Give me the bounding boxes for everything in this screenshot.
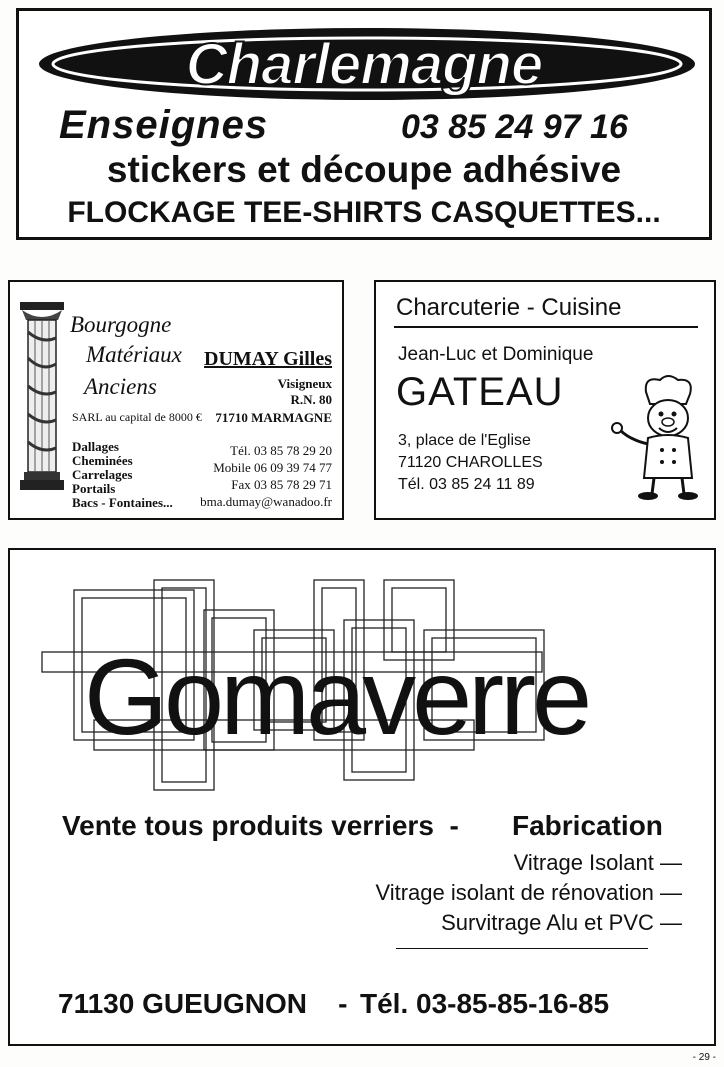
chef-mascot-icon (604, 374, 714, 504)
company-word-2: Matériaux (86, 342, 182, 367)
charlemagne-subtitle: Enseignes (59, 103, 269, 147)
address-line: 71710 MARMAGNE (215, 410, 332, 425)
address-line: 3, place de l'Eglise (398, 432, 531, 449)
charlemagne-line-2: FLOCKAGE TEE-SHIRTS CASQUETTES... (67, 196, 661, 229)
business-type: Charcuterie - Cuisine (396, 294, 622, 321)
list-item: Bacs - Fontaines... (72, 495, 173, 510)
gomaverre-city (58, 988, 347, 1020)
city-text: 71130 GUEUGNON (58, 988, 307, 1019)
contact-list (200, 442, 332, 510)
mobile-number: Mobile 06 09 39 74 77 (213, 460, 332, 475)
address-line: R.N. 80 (290, 392, 332, 407)
ad-gomaverre (8, 548, 716, 1046)
charlemagne-brand: Charlemagne (185, 32, 543, 97)
fax-number: Fax 03 85 78 29 71 (231, 477, 332, 492)
company-word-3: Anciens (84, 374, 157, 399)
owner-name: DUMAY Gilles (204, 348, 332, 370)
list-item: Dallages (72, 439, 119, 454)
product-list (72, 440, 173, 510)
column-icon (18, 302, 66, 490)
gomaverre-brand: Gomaverre (84, 636, 589, 757)
list-item: Survitrage Alu et PVC — (441, 910, 682, 935)
address-line: 71120 CHAROLLES (398, 454, 543, 471)
email-address: bma.dumay@wanadoo.fr (200, 494, 332, 509)
list-item: Vitrage Isolant — (513, 850, 682, 875)
gomaverre-phone: Tél. 03-85-85-16-85 (360, 988, 610, 1019)
phone-number: Tél. 03 85 24 11 89 (398, 476, 535, 493)
divider (394, 326, 698, 328)
gomaverre-fabrication: Fabrication (512, 810, 663, 841)
business-name: GATEAU (396, 370, 564, 414)
charlemagne-line-1: stickers et découpe adhésive (106, 149, 622, 190)
phone-number: Tél. 03 85 78 29 20 (230, 443, 332, 458)
ad-bourgogne-materiaux (8, 280, 344, 520)
address-line: Visigneux (277, 376, 332, 391)
company-word-1: Bourgogne (70, 312, 172, 337)
gomaverre-tagline (62, 810, 459, 842)
owners: Jean-Luc et Dominique (398, 344, 594, 365)
legal-capital: SARL au capital de 8000 € (72, 410, 202, 424)
ad-charlemagne (16, 8, 712, 240)
list-item: Carrelages (72, 467, 133, 482)
list-item: Portails (72, 481, 116, 496)
charlemagne-phone: 03 85 24 97 16 (401, 108, 628, 146)
tagline-text: Vente tous produits verriers (62, 810, 434, 841)
list-item: Vitrage isolant de rénovation — (375, 880, 682, 905)
divider (396, 948, 648, 949)
page-number: - 29 - (692, 1052, 716, 1063)
tagline-separator: - (449, 810, 459, 841)
ad-gateau (374, 280, 716, 520)
city-separator: - (338, 988, 348, 1019)
list-item: Cheminées (72, 453, 133, 468)
